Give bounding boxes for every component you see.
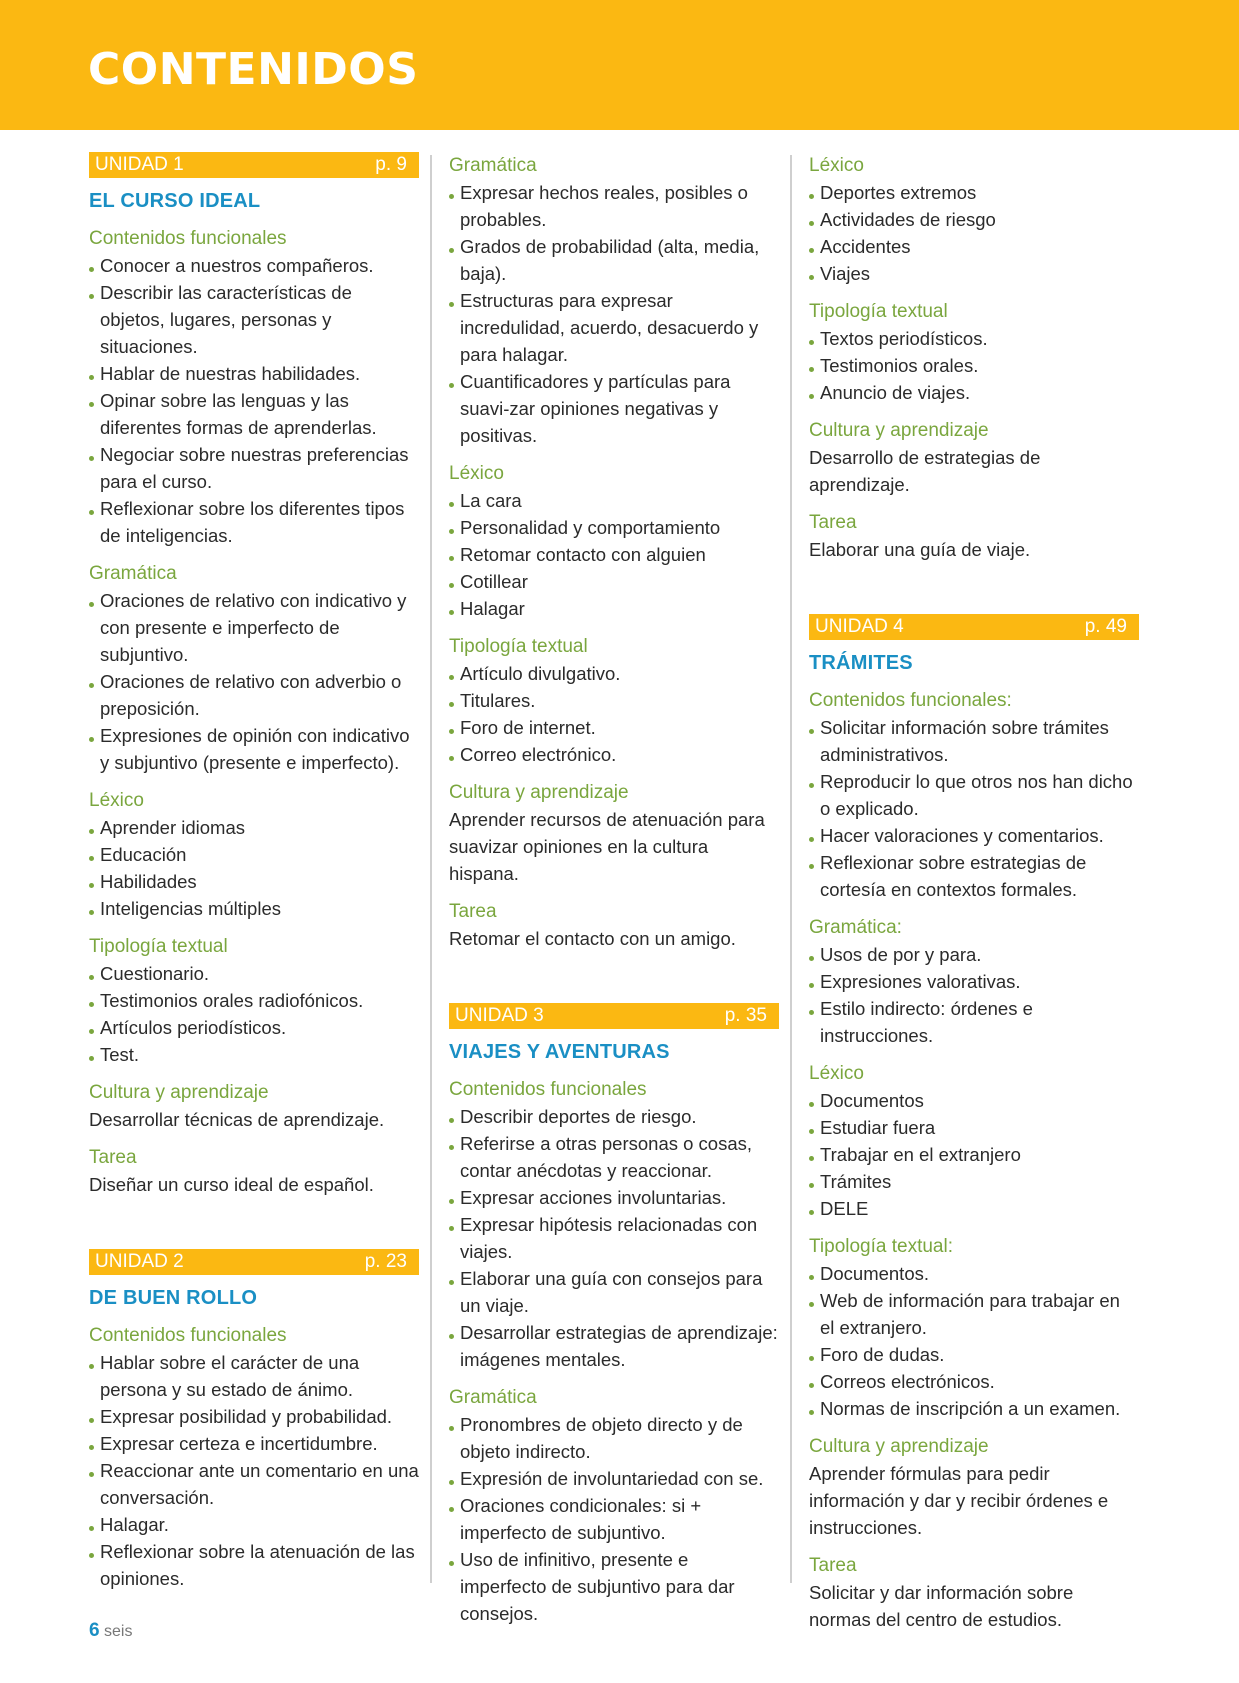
list-item: Foro de dudas. bbox=[809, 1341, 1139, 1368]
unit-2 bbox=[89, 1249, 419, 1592]
list-item: Accidentes bbox=[809, 233, 1139, 260]
bullet-list bbox=[809, 941, 1139, 1049]
bullet-list bbox=[89, 252, 419, 549]
section-text: Retomar el contacto con un amigo. bbox=[449, 928, 736, 949]
list-item: Reflexionar sobre estrategias de cortesía en contextos formales. bbox=[809, 849, 1139, 903]
list-item: Web de información para trabajar en el extranjero. bbox=[809, 1287, 1139, 1341]
list-item: Viajes bbox=[809, 260, 1139, 287]
list-item: Actividades de riesgo bbox=[809, 206, 1139, 233]
section-heading: Contenidos funcionales: bbox=[809, 690, 1012, 711]
section-cultura bbox=[809, 417, 1139, 498]
bullet-list bbox=[89, 814, 419, 922]
list-item: Reflexionar sobre la atenuación de las opiniones. bbox=[89, 1538, 419, 1592]
section-text: Desarrollar técnicas de aprendizaje. bbox=[89, 1109, 385, 1130]
list-item: Cuantificadores y partículas para suavi-zar opiniones negativas y positivas. bbox=[449, 368, 779, 449]
section-tarea bbox=[809, 509, 1139, 563]
section-tarea bbox=[89, 1144, 419, 1198]
unit-1 bbox=[89, 152, 419, 1198]
list-item: Testimonios orales. bbox=[809, 352, 1139, 379]
section-heading: Tarea bbox=[809, 1555, 857, 1576]
section-text: Solicitar y dar información sobre normas del centro de estudios. bbox=[809, 1582, 1074, 1630]
list-item: Documentos bbox=[809, 1087, 1139, 1114]
column-3 bbox=[809, 152, 1139, 1644]
list-item: Cuestionario. bbox=[89, 960, 419, 987]
list-item: Reproducir lo que otros nos han dicho o explicado. bbox=[809, 768, 1139, 822]
bullet-list bbox=[809, 1260, 1139, 1422]
list-item: Pronombres de objeto directo y de objeto indirecto. bbox=[449, 1411, 779, 1465]
column-1 bbox=[89, 152, 419, 1603]
section-text: Diseñar un curso ideal de español. bbox=[89, 1174, 374, 1195]
section-cultura bbox=[809, 1433, 1139, 1541]
list-item: Correos electrónicos. bbox=[809, 1368, 1139, 1395]
unit-label: UNIDAD 2 bbox=[95, 1251, 184, 1272]
list-item: Testimonios orales radiofónicos. bbox=[89, 987, 419, 1014]
list-item: Titulares. bbox=[449, 687, 779, 714]
section-funcionales bbox=[89, 225, 419, 549]
list-item: Correo electrónico. bbox=[449, 741, 779, 768]
list-item: Hacer valoraciones y comentarios. bbox=[809, 822, 1139, 849]
section-text: Desarrollo de estrategias de aprendizaje. bbox=[809, 447, 1041, 495]
bullet-list bbox=[449, 1103, 779, 1373]
unit-label: UNIDAD 4 bbox=[815, 616, 904, 637]
section-funcionales bbox=[89, 1322, 419, 1592]
list-item: Estudiar fuera bbox=[809, 1114, 1139, 1141]
section-heading: Tipología textual bbox=[809, 301, 948, 322]
section-text: Aprender recursos de atenuación para suavizar opiniones en la cultura hispana. bbox=[449, 809, 765, 884]
list-item: Uso de infinitivo, presente e imperfecto de subjuntivo para dar consejos. bbox=[449, 1546, 779, 1627]
section-tipologia bbox=[809, 298, 1139, 406]
list-item: Negociar sobre nuestras preferencias para el curso. bbox=[89, 441, 419, 495]
unit-page: p. 23 bbox=[364, 1251, 407, 1272]
unit-header-bar bbox=[809, 614, 1139, 640]
section-heading: Contenidos funcionales bbox=[89, 1325, 287, 1346]
list-item: Estilo indirecto: órdenes e instrucciones. bbox=[809, 995, 1139, 1049]
section-lexico bbox=[449, 460, 779, 622]
page-footer bbox=[89, 1620, 132, 1642]
list-item: Expresar hechos reales, posibles o probables. bbox=[449, 179, 779, 233]
unit-page: p. 9 bbox=[375, 154, 407, 175]
list-item: Expresiones de opinión con indicativo y subjuntivo (presente e imperfecto). bbox=[89, 722, 419, 776]
section-heading: Tarea bbox=[809, 512, 857, 533]
list-item: Usos de por y para. bbox=[809, 941, 1139, 968]
section-text: Aprender fórmulas para pedir información y dar y recibir órdenes e instrucciones. bbox=[809, 1463, 1109, 1538]
list-item: Artículos periodísticos. bbox=[89, 1014, 419, 1041]
section-heading: Léxico bbox=[89, 790, 144, 811]
section-lexico bbox=[809, 1060, 1139, 1222]
unit-header-bar bbox=[449, 1003, 779, 1029]
list-item: Halagar bbox=[449, 595, 779, 622]
list-item: Referirse a otras personas o cosas, contar anécdotas y reaccionar. bbox=[449, 1130, 779, 1184]
list-item: Cotillear bbox=[449, 568, 779, 595]
page-title: CONTENIDOS bbox=[88, 44, 419, 95]
section-heading: Tarea bbox=[89, 1147, 137, 1168]
unit-label: UNIDAD 3 bbox=[455, 1005, 544, 1026]
section-heading: Tipología textual bbox=[89, 936, 228, 957]
bullet-list bbox=[809, 714, 1139, 903]
section-heading: Léxico bbox=[809, 1063, 864, 1084]
list-item: Retomar contacto con alguien bbox=[449, 541, 779, 568]
list-item: Opinar sobre las lenguas y las diferentes formas de aprenderlas. bbox=[89, 387, 419, 441]
unit-header-bar bbox=[89, 1249, 419, 1275]
unit-page: p. 49 bbox=[1084, 616, 1127, 637]
section-cultura bbox=[89, 1079, 419, 1133]
list-item: Reflexionar sobre los diferentes tipos de inteligencias. bbox=[89, 495, 419, 549]
section-heading: Tarea bbox=[449, 901, 497, 922]
section-gramatica bbox=[89, 560, 419, 776]
section-heading: Gramática bbox=[89, 563, 177, 584]
section-gramatica bbox=[449, 152, 779, 449]
section-tipologia bbox=[809, 1233, 1139, 1422]
list-item: Estructuras para expresar incredulidad, acuerdo, desacuerdo y para halagar. bbox=[449, 287, 779, 368]
bullet-list bbox=[89, 960, 419, 1068]
section-gramatica bbox=[809, 914, 1139, 1049]
section-heading: Léxico bbox=[809, 155, 864, 176]
list-item: Elaborar una guía con consejos para un viaje. bbox=[449, 1265, 779, 1319]
section-funcionales bbox=[809, 687, 1139, 903]
list-item: Expresar certeza e incertidumbre. bbox=[89, 1430, 419, 1457]
list-item: DELE bbox=[809, 1195, 1139, 1222]
page-header bbox=[0, 0, 1239, 130]
unit-title: TRÁMITES bbox=[809, 652, 913, 674]
list-item: Trabajar en el extranjero bbox=[809, 1141, 1139, 1168]
bullet-list bbox=[449, 487, 779, 622]
list-item: Solicitar información sobre trámites administrativos. bbox=[809, 714, 1139, 768]
section-funcionales bbox=[449, 1076, 779, 1373]
section-tipologia bbox=[89, 933, 419, 1068]
list-item: La cara bbox=[449, 487, 779, 514]
list-item: Expresión de involuntariedad con se. bbox=[449, 1465, 779, 1492]
page-number: 6 bbox=[89, 1620, 100, 1641]
section-heading: Tipología textual bbox=[449, 636, 588, 657]
list-item: Describir deportes de riesgo. bbox=[449, 1103, 779, 1130]
column-divider bbox=[790, 155, 792, 1583]
list-item: Oraciones de relativo con adverbio o preposición. bbox=[89, 668, 419, 722]
list-item: Hablar sobre el carácter de una persona y su estado de ánimo. bbox=[89, 1349, 419, 1403]
unit-title: VIAJES Y AVENTURAS bbox=[449, 1041, 670, 1063]
list-item: Trámites bbox=[809, 1168, 1139, 1195]
section-heading: Cultura y aprendizaje bbox=[89, 1082, 269, 1103]
section-cultura bbox=[449, 779, 779, 887]
section-lexico bbox=[89, 787, 419, 922]
section-gramatica bbox=[449, 1384, 779, 1627]
list-item: Artículo divulgativo. bbox=[449, 660, 779, 687]
unit-3 bbox=[449, 1003, 779, 1627]
list-item: Habilidades bbox=[89, 868, 419, 895]
section-heading: Contenidos funcionales bbox=[89, 228, 287, 249]
unit-title: DE BUEN ROLLO bbox=[89, 1287, 258, 1309]
list-item: Personalidad y comportamiento bbox=[449, 514, 779, 541]
list-item: Halagar. bbox=[89, 1511, 419, 1538]
list-item: Documentos. bbox=[809, 1260, 1139, 1287]
column-divider bbox=[430, 155, 432, 1583]
list-item: Reaccionar ante un comentario en una conversación. bbox=[89, 1457, 419, 1511]
list-item: Anuncio de viajes. bbox=[809, 379, 1139, 406]
section-heading: Gramática: bbox=[809, 917, 902, 938]
list-item: Inteligencias múltiples bbox=[89, 895, 419, 922]
bullet-list bbox=[89, 1349, 419, 1592]
list-item: Expresar acciones involuntarias. bbox=[449, 1184, 779, 1211]
bullet-list bbox=[449, 179, 779, 449]
unit-title: EL CURSO IDEAL bbox=[89, 190, 261, 212]
unit-header-bar bbox=[89, 152, 419, 178]
section-text: Elaborar una guía de viaje. bbox=[809, 539, 1031, 560]
list-item: Grados de probabilidad (alta, media, baja). bbox=[449, 233, 779, 287]
list-item: Foro de internet. bbox=[449, 714, 779, 741]
section-lexico bbox=[809, 152, 1139, 287]
list-item: Describir las características de objetos, lugares, personas y situaciones. bbox=[89, 279, 419, 360]
bullet-list bbox=[809, 325, 1139, 406]
list-item: Expresar hipótesis relacionadas con viajes. bbox=[449, 1211, 779, 1265]
section-tipologia bbox=[449, 633, 779, 768]
section-heading: Léxico bbox=[449, 463, 504, 484]
list-item: Educación bbox=[89, 841, 419, 868]
list-item: Textos periodísticos. bbox=[809, 325, 1139, 352]
section-heading: Gramática bbox=[449, 155, 537, 176]
unit-label: UNIDAD 1 bbox=[95, 154, 184, 175]
section-heading: Cultura y aprendizaje bbox=[809, 420, 989, 441]
section-heading: Cultura y aprendizaje bbox=[449, 782, 629, 803]
list-item: Aprender idiomas bbox=[89, 814, 419, 841]
section-heading: Contenidos funcionales bbox=[449, 1079, 647, 1100]
list-item: Hablar de nuestras habilidades. bbox=[89, 360, 419, 387]
bullet-list bbox=[449, 660, 779, 768]
section-heading: Cultura y aprendizaje bbox=[809, 1436, 989, 1457]
bullet-list bbox=[449, 1411, 779, 1627]
list-item: Desarrollar estrategias de aprendizaje: imágenes mentales. bbox=[449, 1319, 779, 1373]
list-item: Oraciones condicionales: si + imperfecto de subjuntivo. bbox=[449, 1492, 779, 1546]
list-item: Test. bbox=[89, 1041, 419, 1068]
bullet-list bbox=[809, 1087, 1139, 1222]
list-item: Normas de inscripción a un examen. bbox=[809, 1395, 1139, 1422]
page-number-word: seis bbox=[104, 1623, 133, 1640]
bullet-list bbox=[89, 587, 419, 776]
bullet-list bbox=[809, 179, 1139, 287]
list-item: Expresar posibilidad y probabilidad. bbox=[89, 1403, 419, 1430]
section-tarea bbox=[449, 898, 779, 952]
unit-4 bbox=[809, 614, 1139, 1633]
list-item: Oraciones de relativo con indicativo y con presente e imperfecto de subjuntivo. bbox=[89, 587, 419, 668]
list-item: Deportes extremos bbox=[809, 179, 1139, 206]
section-heading: Gramática bbox=[449, 1387, 537, 1408]
list-item: Expresiones valorativas. bbox=[809, 968, 1139, 995]
unit-page: p. 35 bbox=[724, 1005, 767, 1026]
section-heading: Tipología textual: bbox=[809, 1236, 953, 1257]
column-2 bbox=[449, 152, 779, 1638]
list-item: Conocer a nuestros compañeros. bbox=[89, 252, 419, 279]
section-tarea bbox=[809, 1552, 1139, 1633]
